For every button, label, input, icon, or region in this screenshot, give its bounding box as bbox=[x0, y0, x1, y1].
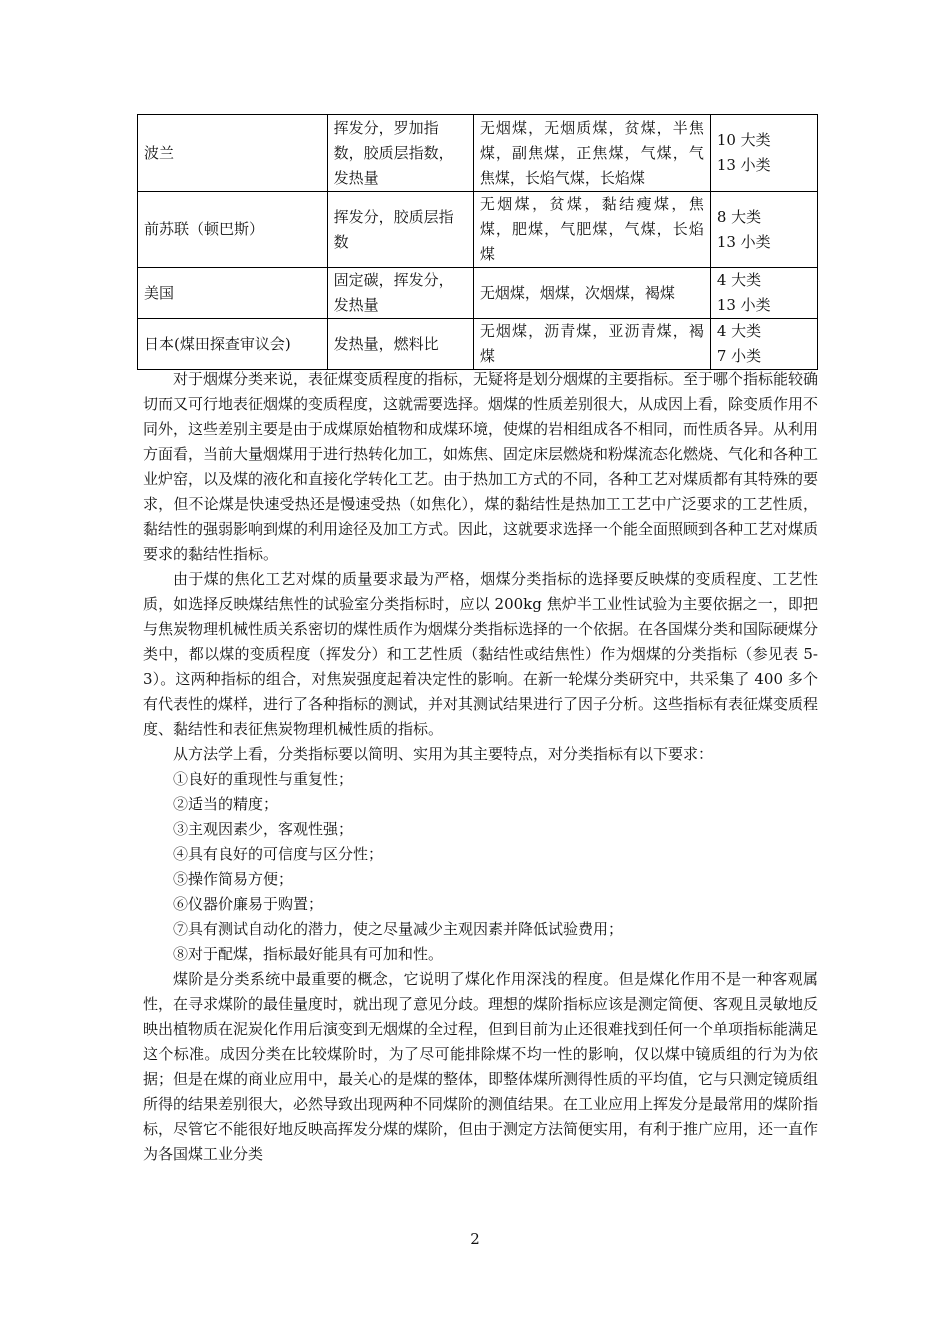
major-class-count: 8 大类 bbox=[716, 207, 762, 226]
list-item: ⑥仪器价廉易于购置； bbox=[173, 895, 324, 913]
major-class-count: 4 大类 bbox=[716, 322, 762, 340]
indices-cell: 固定碳，挥发分，发热量 bbox=[327, 268, 473, 319]
indices-cell: 挥发分，胶质层指数 bbox=[327, 192, 473, 268]
major-class-count: 4 大类 bbox=[716, 271, 762, 289]
major-class-count: 10 大类 bbox=[716, 131, 771, 149]
list-item: ②适当的精度； bbox=[173, 795, 279, 813]
class-count-cell bbox=[710, 319, 817, 370]
minor-class-count: 13 小类 bbox=[716, 296, 771, 314]
coal-types-cell: 无烟煤，无烟质煤，贫煤，半焦煤，副焦煤，正焦煤，气煤，气焦煤，长焰气煤，长焰煤 bbox=[473, 115, 710, 192]
coal-classification-table bbox=[137, 114, 818, 370]
list-item: ④具有良好的可信度与区分性； bbox=[173, 845, 384, 863]
class-count-cell bbox=[710, 115, 817, 192]
indices-cell: 挥发分，罗加指数，胶质层指数，发热量 bbox=[327, 115, 473, 192]
country-cell: 波兰 bbox=[138, 115, 328, 192]
paragraph: 由于煤的焦化工艺对煤的质量要求最为严格，烟煤分类指标的选择要反映煤的变质程度、工艺性质，如选择反映煤结焦性的试验室分类指标时，应以 200kg 焦炉半工业性试验为主要依据之一，即把与焦炭物理机械性质关系密切的煤性质作为烟煤分类指标选择的一个依据。在各国煤分类和国际硬煤分类中，都以煤的变质程度（挥发分）和工艺性质（黏结性或结焦性）作为烟煤的分类指标（参见表 5-3）。这两种指标的组合，对焦炭强度起着决定性的影响。在新一轮煤分类研究中，共采集了 400 多个有代表性的煤样，进行了各种指标的测试，并对其测试结果进行了因子分析。这些指标有表征煤变质程度、黏结性和表征焦炭物理机械性质的指标。 bbox=[143, 570, 819, 738]
list-item: ⑦具有测试自动化的潜力，使之尽量减少主观因素并降低试验费用； bbox=[173, 920, 624, 938]
table-row bbox=[138, 268, 818, 319]
country-cell: 日本(煤田探查审议会) bbox=[138, 319, 328, 370]
country-cell: 美国 bbox=[138, 268, 328, 319]
requirements-list bbox=[143, 767, 818, 967]
list-item: ①良好的重现性与重复性； bbox=[173, 770, 354, 788]
page-number: 2 bbox=[470, 1230, 480, 1248]
class-count-cell bbox=[710, 268, 817, 319]
coal-types-cell: 无烟煤，烟煤，次烟煤，褐煤 bbox=[473, 268, 710, 319]
table-row bbox=[138, 319, 818, 370]
minor-class-count: 7 小类 bbox=[716, 347, 762, 365]
coal-types-cell: 无烟煤，沥青煤，亚沥青煤，褐煤 bbox=[473, 319, 710, 370]
paragraph: 对于烟煤分类来说，表征煤变质程度的指标，无疑将是划分烟煤的主要指标。至于哪个指标能较确切而又可行地表征烟煤的变质程度，这就需要选择。烟煤的性质差别很大，从成因上看，除变质作用不同外，这些差别主要是由于成煤原始植物和成煤环境，使煤的岩相组成各不相同，而性质各异。从利用方面看，当前大量烟煤用于进行热转化加工，如炼焦、固定床层燃烧和粉煤流态化燃烧、气化和各种工业炉窑，以及煤的液化和直接化学转化工艺。由于热加工方式的不同，各种工艺对煤质都有其特殊的要求，但不论煤是快速受热还是慢速受热（如焦化），煤的黏结性是热加工工艺中广泛要求的工艺性质，黏结性的强弱影响到煤的利用途径及加工方式。因此，这就要求选择一个能全面照顾到各种工艺对煤质要求的黏结性指标。 bbox=[143, 370, 819, 563]
list-item: ⑤操作简易方便； bbox=[173, 870, 294, 888]
paragraph: 煤阶是分类系统中最重要的概念，它说明了煤化作用深浅的程度。但是煤化作用不是一种客观属性，在寻求煤阶的最佳量度时，就出现了意见分歧。理想的煤阶指标应该是测定简便、客观且灵敏地反映出植物质在泥炭化作用后演变到无烟煤的全过程，但到目前为止还很难找到任何一个单项指标能满足这个标准。成因分类在比较煤阶时，为了尽可能排除煤不均一性的影响，仅以煤中镜质组的行为为依据；但是在煤的商业应用中，最关心的是煤的整体，即整体煤所测得性质的平均值，它与只测定镜质组所得的结果差别很大，必然导致出现两种不同煤阶的测值结果。在工业应用上挥发分是最常用的煤阶指标，尽管它不能很好地反映高挥发分煤的煤阶，但由于测定方法简便实用，有利于推广应用，还一直作为各国煤工业分类 bbox=[143, 970, 819, 1163]
country-cell: 前苏联（顿巴斯） bbox=[138, 192, 328, 268]
body-text bbox=[143, 367, 818, 1167]
minor-class-count: 13 小类 bbox=[716, 232, 771, 251]
table-row bbox=[138, 192, 818, 268]
list-item: ③主观因素少，客观性强； bbox=[173, 820, 354, 838]
indices-cell: 发热量，燃料比 bbox=[327, 319, 473, 370]
class-count-cell bbox=[710, 192, 817, 268]
coal-types-cell: 无烟煤，贫煤，黏结瘦煤，焦煤，肥煤，气肥煤，气煤，长焰煤 bbox=[473, 192, 710, 268]
table-row bbox=[138, 115, 818, 192]
minor-class-count: 13 小类 bbox=[716, 156, 771, 174]
list-item: ⑧对于配煤，指标最好能具有可加和性。 bbox=[173, 945, 444, 963]
paragraph: 从方法学上看，分类指标要以简明、实用为其主要特点，对分类指标有以下要求： bbox=[173, 745, 714, 763]
